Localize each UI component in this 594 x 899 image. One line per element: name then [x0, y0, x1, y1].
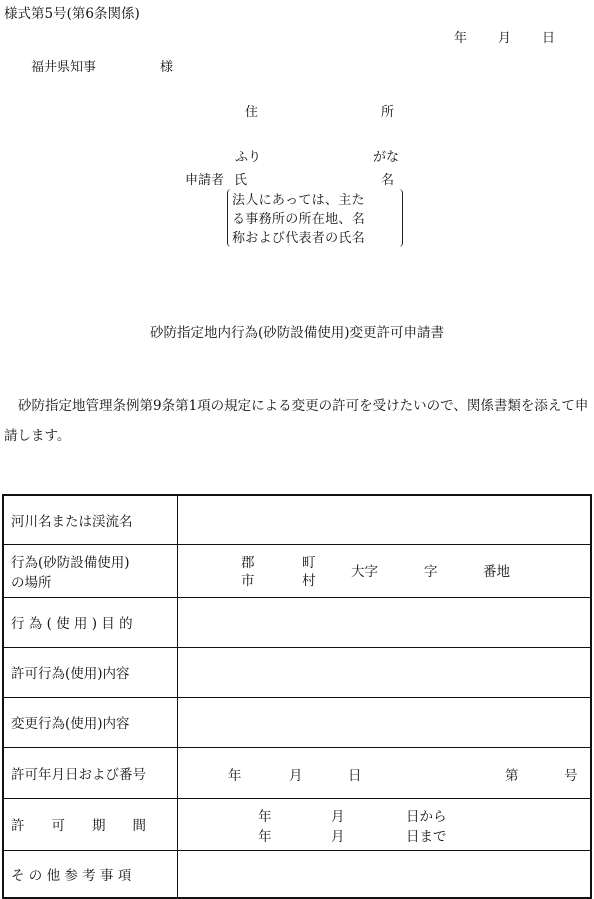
- p-year2-label: 年: [258, 828, 272, 845]
- table-row: [3, 798, 591, 850]
- gun-label: 郡: [241, 554, 255, 571]
- document-title: 砂防指定地内行為(砂防設備使用)変更許可申請書: [149, 325, 445, 341]
- change-content-label: 変更行為(使用)内容: [3, 697, 178, 747]
- period-label: 許 可 期 間: [3, 798, 178, 850]
- date-year-label: 年: [454, 31, 468, 46]
- furigana-label-a: ふり: [235, 150, 262, 165]
- p-month2-label: 月: [331, 828, 345, 845]
- shi-label: 市: [241, 572, 255, 589]
- permit-content-label: 許可行為(使用)内容: [3, 647, 178, 697]
- river-name-field[interactable]: [178, 495, 592, 544]
- corporation-note-line: 法人にあっては、主た: [232, 193, 365, 208]
- date-day-label: 日: [542, 31, 556, 46]
- p-from-label: 日から: [406, 808, 447, 825]
- table-row: [3, 647, 591, 697]
- pd-day-label: 日: [348, 767, 362, 784]
- table-row: [3, 747, 591, 798]
- corporation-note-line: る事務所の所在地、名: [232, 212, 366, 227]
- location-field[interactable]: [178, 544, 592, 597]
- application-statement: 砂防指定地管理条例第9条第1項の規定による変更の許可を受けたいので、関係書類を添えて申請します。: [4, 398, 589, 444]
- period-field[interactable]: [178, 798, 592, 850]
- application-form-table: [2, 494, 592, 899]
- aza-label: 字: [424, 563, 438, 580]
- table-row: [3, 850, 591, 898]
- pd-year-label: 年: [228, 767, 242, 784]
- p-year1-label: 年: [258, 808, 272, 825]
- purpose-field[interactable]: [178, 597, 592, 647]
- pd-month-label: 月: [289, 767, 303, 784]
- location-label: [3, 544, 178, 597]
- honorific: 様: [160, 60, 174, 75]
- name-label-a: 氏: [234, 173, 248, 188]
- p-until-label: 日まで: [406, 828, 447, 845]
- permit-content-field[interactable]: [178, 647, 592, 697]
- addressee: 福井県知事: [31, 60, 97, 75]
- other-reference-label: そ の 他 参 考 事 項: [3, 850, 178, 898]
- river-name-label: 河川名または渓流名: [3, 495, 178, 544]
- table-row: [3, 697, 591, 747]
- location-label-line: の場所: [11, 574, 52, 591]
- pd-dai-label: 第: [505, 767, 519, 784]
- location-label-line: 行為(砂防設備使用): [11, 554, 130, 571]
- change-content-field[interactable]: [178, 697, 592, 747]
- banchi-label: 番地: [483, 563, 510, 580]
- permit-date-field[interactable]: [178, 747, 592, 798]
- applicant-label: 申請者: [185, 173, 225, 188]
- corporation-note-line: 称および代表者の氏名: [232, 231, 366, 246]
- address-label-a: 住: [245, 105, 259, 120]
- purpose-label: 行 為 ( 使 用 ) 目 的: [3, 597, 178, 647]
- name-label-b: 名: [381, 173, 395, 188]
- date-month-label: 月: [498, 31, 512, 46]
- oaza-label: 大字: [351, 563, 378, 580]
- pd-go-label: 号: [564, 767, 578, 784]
- table-row: [3, 495, 591, 544]
- table-row: [3, 597, 591, 647]
- p-month1-label: 月: [331, 808, 345, 825]
- form-number: 様式第5号(第6条関係): [4, 6, 140, 22]
- table-row: [3, 544, 591, 597]
- mura-label: 村: [302, 572, 316, 589]
- other-reference-field[interactable]: [178, 850, 592, 898]
- corporation-note: [227, 189, 403, 247]
- permit-date-label: 許可年月日および番号: [3, 747, 178, 798]
- address-label-b: 所: [381, 105, 395, 120]
- machi-label: 町: [302, 554, 316, 571]
- furigana-label-b: がな: [373, 150, 400, 165]
